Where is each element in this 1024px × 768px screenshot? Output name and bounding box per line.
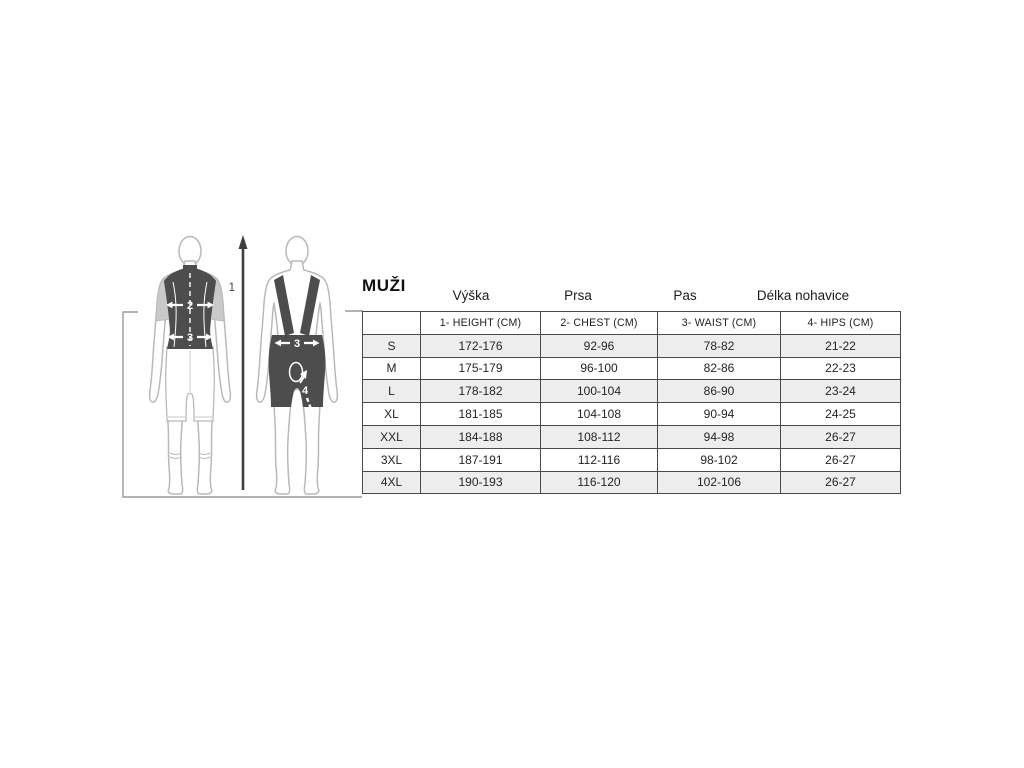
value-cell: 26-27 — [781, 471, 901, 494]
size-cell: 3XL — [363, 448, 421, 471]
value-cell: 26-27 — [781, 425, 901, 448]
subheader-empty-cell — [363, 312, 421, 335]
table-row — [363, 380, 901, 403]
value-cell: 94-98 — [658, 425, 781, 448]
size-cell: M — [363, 357, 421, 380]
column-header-vyska: Výška — [452, 288, 490, 303]
value-cell: 100-104 — [541, 380, 658, 403]
male-figure-jersey — [150, 237, 231, 495]
value-cell: 175-179 — [421, 357, 541, 380]
value-cell: 181-185 — [421, 403, 541, 426]
table-row — [363, 448, 901, 471]
value-cell: 108-112 — [541, 425, 658, 448]
subheader-hips: 4- HIPS (CM) — [781, 312, 901, 335]
value-cell: 187-191 — [421, 448, 541, 471]
table-row — [363, 357, 901, 380]
measurement-diagram — [105, 225, 375, 510]
value-cell: 190-193 — [421, 471, 541, 494]
value-cell: 24-25 — [781, 403, 901, 426]
subheader-height: 1- HEIGHT (CM) — [421, 312, 541, 335]
value-cell: 82-86 — [658, 357, 781, 380]
value-cell: 23-24 — [781, 380, 901, 403]
value-cell: 26-27 — [781, 448, 901, 471]
subheader-row — [363, 312, 901, 335]
size-cell: L — [363, 380, 421, 403]
value-cell: 172-176 — [421, 334, 541, 357]
value-cell: 86-90 — [658, 380, 781, 403]
size-cell: S — [363, 334, 421, 357]
value-cell: 92-96 — [541, 334, 658, 357]
value-cell: 90-94 — [658, 403, 781, 426]
column-header-pas: Pas — [673, 288, 697, 303]
size-cell: XXL — [363, 425, 421, 448]
male-figure-bibshorts — [257, 237, 338, 495]
chest-measure-label: 2 — [186, 300, 194, 312]
value-cell: 178-182 — [421, 380, 541, 403]
value-cell: 21-22 — [781, 334, 901, 357]
subheader-waist: 3- WAIST (CM) — [658, 312, 781, 335]
value-cell: 116-120 — [541, 471, 658, 494]
bib-waist-measure-label: 3 — [293, 338, 301, 350]
size-cell: XL — [363, 403, 421, 426]
table-row — [363, 425, 901, 448]
value-cell: 98-102 — [658, 448, 781, 471]
size-table — [362, 311, 901, 494]
column-header-delka-nohavice: Délka nohavice — [756, 288, 850, 303]
height-measure-label: 1 — [228, 282, 235, 294]
value-cell: 102-106 — [658, 471, 781, 494]
table-row — [363, 403, 901, 426]
column-header-prsa: Prsa — [564, 288, 592, 303]
value-cell: 184-188 — [421, 425, 541, 448]
subheader-chest: 2- CHEST (CM) — [541, 312, 658, 335]
page-title: MUŽI — [362, 276, 406, 295]
table-row — [363, 471, 901, 494]
value-cell: 96-100 — [541, 357, 658, 380]
leg-measure-label: 4 — [301, 385, 309, 397]
value-cell: 78-82 — [658, 334, 781, 357]
table-row — [363, 334, 901, 357]
value-cell: 104-108 — [541, 403, 658, 426]
size-cell: 4XL — [363, 471, 421, 494]
value-cell: 112-116 — [541, 448, 658, 471]
height-arrow-icon — [229, 235, 248, 490]
waist-measure-label: 3 — [186, 332, 194, 344]
value-cell: 22-23 — [781, 357, 901, 380]
